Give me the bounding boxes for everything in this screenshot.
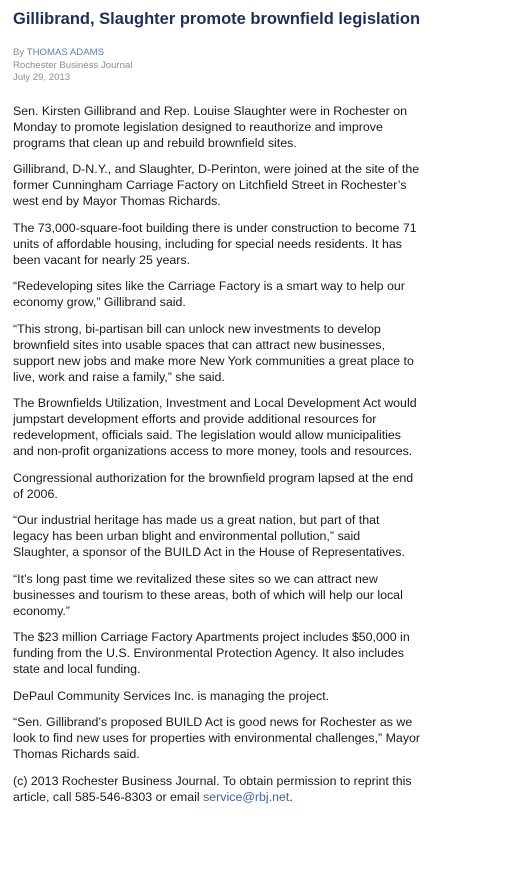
email-link[interactable]: service@rbj.net (203, 789, 290, 804)
paragraph-line: live, work and raise a family,” she said. (13, 369, 225, 384)
paragraph-line: look to find new uses for properties with environmental challenges,” Mayor (13, 731, 421, 745)
paragraph-10 (13, 629, 503, 677)
paragraph-line: Congressional authorization for the brownfield program lapsed at the end (13, 470, 414, 485)
paragraph-line: of 2006. (13, 486, 58, 501)
paragraph-line: former Cunningham Carriage Factory on Litchfield Street in Rochester’s (13, 178, 407, 192)
article-body (13, 103, 503, 805)
byline (13, 47, 503, 60)
paragraph-line: Thomas Richards said. (13, 747, 140, 761)
paragraph-line: state and local funding. (13, 662, 141, 676)
paragraph-line: The $23 million Carriage Factory Apartments project includes $50,000 in (13, 630, 410, 644)
paragraph-line: Gillibrand, D-N.Y., and Slaughter, D-Perinton, were joined at the site of the (13, 162, 420, 176)
paragraph-9 (13, 571, 503, 619)
paragraph-line: DePaul Community Services Inc. is managing the project. (13, 688, 330, 703)
paragraph-line: businesses and tourism to these areas, both of which will help our local (13, 587, 403, 602)
paragraph-4 (13, 278, 503, 310)
author-link[interactable]: THOMAS ADAMS (26, 47, 104, 58)
paragraph-line: brownfield sites into usable spaces that can attract new businesses, (13, 337, 385, 352)
paragraph-line: support new jobs and make more New York communities a great place to (13, 353, 414, 368)
copyright-period: . (289, 789, 293, 804)
paragraph-line: “It’s long past time we revitalized these sites so we can attract new (13, 571, 378, 586)
byline-prefix: By (13, 47, 27, 58)
paragraph-7 (13, 470, 503, 502)
paragraph-line: jumpstart development efforts and provide additional resources for (13, 412, 377, 426)
paragraph-6 (13, 395, 503, 459)
paragraph-line: funding from the U.S. Environmental Protection Agency. It also includes (13, 646, 404, 660)
paragraph-line: Monday to promote legislation designed to reauthorize and improve (13, 119, 383, 134)
paragraph-line: “This strong, bi-partisan bill can unlock new investments to develop (13, 321, 381, 336)
paragraph-12 (13, 714, 503, 762)
paragraph-line: economy.” (13, 603, 70, 618)
paragraph-line: west end by Mayor Thomas Richards. (13, 194, 221, 208)
paragraph-2 (13, 161, 503, 209)
paragraph-line: Sen. Kirsten Gillibrand and Rep. Louise Slaughter were in Rochester on (13, 103, 407, 118)
paragraph-3 (13, 220, 503, 268)
paragraph-line: “Redeveloping sites like the Carriage Factory is a smart way to help our (13, 279, 405, 293)
paragraph-1 (13, 103, 503, 151)
paragraph-line: and non-profit organizations access to more money, tools and resources. (13, 444, 413, 458)
paragraph-11 (13, 688, 503, 704)
publication-name: Rochester Business Journal (13, 59, 133, 71)
paragraph-line: “Sen. Gillibrand’s proposed BUILD Act is good news for Rochester as we (13, 715, 413, 729)
paragraph-8 (13, 512, 503, 560)
publish-date: July 29, 2013 (13, 72, 71, 83)
copyright-notice (13, 773, 503, 805)
paragraph-line: The 73,000-square-foot building there is under construction to become 71 (13, 220, 417, 235)
paragraph-line: “Our industrial heritage has made us a great nation, but part of that (13, 513, 380, 527)
copyright-line: (c) 2013 Rochester Business Journal. To obtain permission to reprint this (13, 773, 412, 788)
paragraph-line: redevelopment, officials said. The legislation would allow municipalities (13, 428, 401, 442)
article-meta (13, 47, 503, 85)
article-headline: Gillibrand, Slaughter promote brownfield legislation (13, 10, 421, 28)
article (13, 9, 503, 815)
paragraph-line: The Brownfields Utilization, Investment and Local Development Act would (13, 396, 417, 410)
paragraph-line: programs that clean up and rebuild brownfield sites. (13, 135, 297, 150)
copyright-line (13, 789, 503, 805)
paragraph-line: Slaughter, a sponsor of the BUILD Act in the House of Representatives. (13, 545, 405, 559)
paragraph-line: legacy has been urban blight and environmental pollution,” said (13, 529, 361, 543)
paragraph-line: been vacant for nearly 25 years. (13, 252, 191, 267)
paragraph-5 (13, 321, 503, 385)
copyright-text: article, call 585-546-8303 or email (13, 789, 204, 804)
paragraph-line: units of affordable housing, including for special needs residents. It has (13, 236, 402, 251)
paragraph-line: economy grow,” Gillibrand said. (13, 295, 186, 309)
